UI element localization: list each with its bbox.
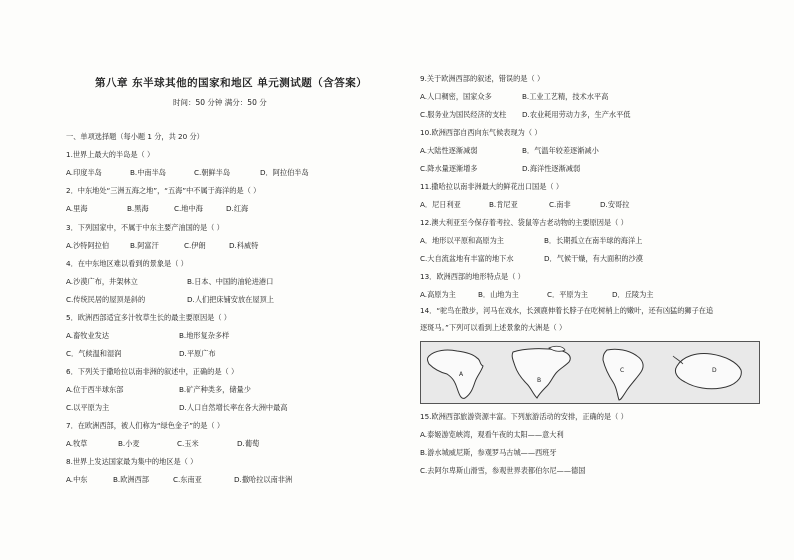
option: C.服务业为国民经济的支柱: [420, 110, 507, 119]
option: D.葡萄: [237, 439, 260, 448]
option: A.牧草: [66, 439, 88, 448]
option: B．长期孤立在南半球的海洋上: [544, 236, 643, 245]
question-12: 12.澳大利亚至今保存着考拉、袋鼠等古老动物的主要原因是（ ）: [420, 218, 628, 227]
question-9-options: [420, 92, 608, 101]
map-label-a: A: [459, 371, 464, 378]
question-5: 5．欧洲西部适宜多汁牧草生长的最主要原因是（ ）: [66, 313, 231, 322]
question-13: 13．欧洲西部的地形特点是（ ）: [420, 272, 525, 281]
option: D．丘陵为主: [612, 290, 654, 299]
option: D.科威特: [229, 241, 259, 250]
option: D.红海: [226, 204, 249, 213]
option: D．阿拉伯半岛: [260, 168, 309, 177]
question-12-options: [420, 236, 642, 245]
option: B.矿产种类多，储量少: [179, 385, 251, 394]
option: C．平原为主: [547, 290, 588, 299]
map-label-b: B: [537, 377, 542, 384]
option: C.南非: [549, 200, 571, 209]
continent-outline-africa: [428, 350, 484, 398]
option: C.地中海: [174, 204, 203, 213]
continents-map: [420, 341, 760, 404]
question-15-option-c: C.去阿尔卑斯山滑雪，参观世界表都伯尔尼——德国: [420, 466, 586, 475]
option: A.大陆性逐渐减弱: [420, 146, 478, 155]
question-8-options: [66, 475, 292, 484]
option: A.高原为主: [420, 290, 456, 299]
continent-outline-antarctica: [675, 354, 741, 389]
question-12-options-row2: [420, 254, 643, 263]
option: C.玉米: [177, 439, 199, 448]
option: B．气温年较差逐渐减小: [522, 146, 599, 155]
option: A.人口稠密，国家众多: [420, 92, 492, 101]
question-3: 3．下列国家中，不属于中东主要产油国的是（ ）: [66, 223, 224, 232]
option: B.肯尼亚: [489, 200, 518, 209]
question-1: 1.世界上最大的半岛是（ ）: [66, 150, 155, 159]
question-8: 8.世界上发达国家最为集中的地区是（ ）: [66, 457, 198, 466]
option: D.人口自然增长率在各大洲中最高: [179, 403, 288, 412]
option: A.里海: [66, 204, 88, 213]
question-5-options: [66, 331, 229, 340]
question-4-options: [66, 277, 273, 286]
question-10-options: [420, 146, 599, 155]
page-title: 第八章 东半球其他的国家和地区 单元测试题（含答案）: [95, 77, 368, 89]
continent-outline-south-america: [603, 349, 643, 400]
question-11: 11.撒哈拉以南非洲最大的鲜花出口国是（ ）: [420, 182, 564, 191]
option: B.地形复杂多样: [179, 331, 230, 340]
time-info: 时间：50 分钟 满分：50 分: [173, 98, 267, 107]
option: C.以平原为主: [66, 403, 110, 412]
question-14-line2: 逐斑马。”下列可以看到上述景象的大洲是（ ）: [420, 323, 567, 332]
map-label-d: D: [712, 367, 717, 374]
option: B.中南半岛: [130, 168, 166, 177]
continent-outline-antarctic-peninsula: [673, 356, 683, 364]
option: A．地形以平原和高原为主: [420, 236, 504, 245]
question-4-options-row2: [66, 295, 274, 304]
map-label-c: C: [620, 367, 625, 374]
question-4: 4．在中东地区难以看到的景象是（ ）: [66, 259, 188, 268]
question-7-options: [66, 439, 259, 448]
option: C.东南亚: [173, 475, 202, 484]
option: C.大自流盆地有丰富的地下水: [420, 254, 514, 263]
section-heading: 一、单项选择题（每小题 1 分，共 20 分）: [66, 132, 204, 141]
option: D.海洋性逐渐减弱: [522, 164, 581, 173]
question-14-line1: 14．“驼鸟在散步，河马在戏水，长颈鹿伸着长脖子在吃树梢上的嫩叶，还有凶猛的狮子在追: [420, 306, 714, 315]
option: B.小麦: [118, 439, 140, 448]
option: D.农业耗用劳动力多，生产水平低: [522, 110, 631, 119]
option: D.平原广布: [179, 349, 216, 358]
question-7: 7．在欧洲西部，被人们称为“绿色金子”的是（ ）: [66, 421, 225, 430]
option: A.中东: [66, 475, 88, 484]
option: C.伊朗: [184, 241, 206, 250]
option: C.朝鲜半岛: [194, 168, 231, 177]
question-6-options: [66, 385, 251, 394]
question-15-option-b: B.游水城威尼斯，参观罗马古城——西班牙: [420, 448, 557, 457]
option: C．气候温和湿润: [66, 349, 122, 358]
question-15-option-a: A.泰姬游览峡湾，观看午夜的太阳——意大利: [420, 430, 564, 439]
question-10: 10.欧洲西部自西向东气候表现为（ ）: [420, 128, 542, 137]
option: D.安哥拉: [600, 200, 630, 209]
question-2: 2．中东地处“三洲五海之地”，“五海”中不属于海洋的是（ ）: [66, 186, 261, 195]
question-9: 9.关于欧洲西部的叙述，错误的是（ ）: [420, 74, 545, 83]
option: C.传统民居的屋顶是斜的: [66, 295, 146, 304]
question-11-options: [420, 200, 629, 209]
option: B.黑海: [127, 204, 149, 213]
option: A．尼日利亚: [420, 200, 461, 209]
option: B.日本、中国的油轮进港口: [187, 277, 274, 286]
option: A.畜牧业发达: [66, 331, 110, 340]
question-5-options-row2: [66, 349, 216, 358]
question-6-options-row2: [66, 403, 287, 412]
option: B.工业工艺精，技术水平高: [522, 92, 609, 101]
continents-map-svg: [421, 342, 759, 403]
option: A.印度半岛: [66, 168, 102, 177]
option: A.沙特阿拉伯: [66, 241, 110, 250]
option: B.阿富汗: [130, 241, 159, 250]
option: A.位于西半球东部: [66, 385, 124, 394]
question-2-options: [66, 204, 248, 213]
option: A.沙漠广布，井架林立: [66, 277, 138, 286]
option: C.降水量逐渐增多: [420, 164, 478, 173]
question-3-options: [66, 241, 258, 250]
option: B．山地为主: [478, 290, 519, 299]
option: D.人们把床铺安放在屋顶上: [187, 295, 274, 304]
continent-outline-north-america: [512, 349, 570, 398]
question-13-options: [420, 290, 653, 299]
question-15: 15.欧洲西部旅游资源丰富。下列旅游活动的安排，正确的是（ ）: [420, 412, 628, 421]
question-1-options: [66, 168, 309, 177]
question-10-options-row2: [420, 164, 580, 173]
question-6: 6．下列关于撒哈拉以南非洲的叙述中，正确的是（ ）: [66, 367, 239, 376]
option: D.撒哈拉以南非洲: [234, 475, 293, 484]
option: D．气候干燥，有大面积的沙漠: [544, 254, 643, 263]
question-9-options-row2: [420, 110, 630, 119]
option: B.欧洲西部: [113, 475, 149, 484]
